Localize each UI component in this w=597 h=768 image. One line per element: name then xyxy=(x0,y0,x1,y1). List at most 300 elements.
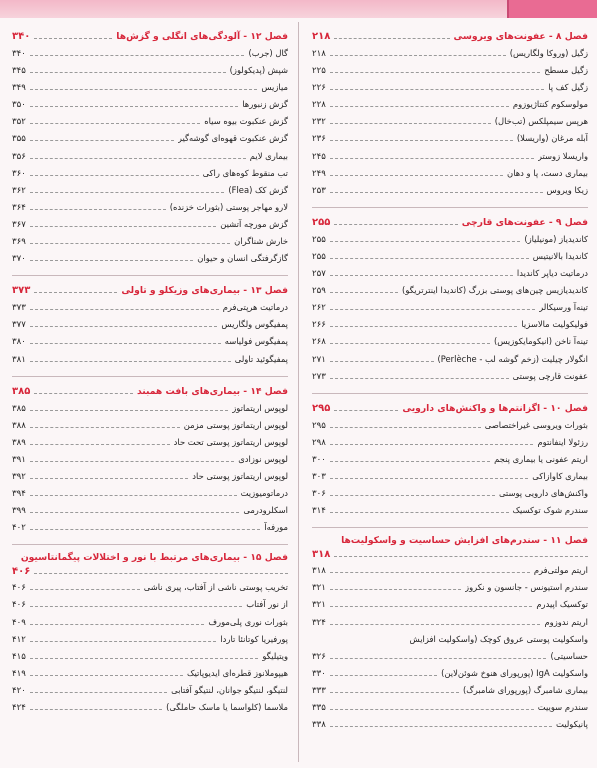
chapter-block xyxy=(312,214,588,385)
toc-entry-title: درماتومیوزیت xyxy=(240,488,288,499)
toc-entry[interactable] xyxy=(12,62,288,79)
dot-leader xyxy=(30,692,167,693)
toc-entry-page-number: ۲۵۳ xyxy=(312,185,326,196)
dot-leader xyxy=(30,55,245,56)
toc-entry[interactable] xyxy=(12,614,288,631)
toc-entry-page-number: ۳۹۱ xyxy=(12,454,26,465)
dot-leader xyxy=(330,343,490,344)
chapter-page-number: ۲۱۸ xyxy=(312,31,331,42)
dot-leader xyxy=(30,461,234,462)
toc-entry[interactable] xyxy=(312,434,588,451)
toc-entry-page-number: ۲۲۶ xyxy=(312,83,326,94)
dot-leader xyxy=(30,589,140,590)
toc-entry[interactable] xyxy=(312,282,588,299)
dot-leader xyxy=(30,140,174,141)
dot-leader xyxy=(330,258,529,259)
toc-entry-page-number: ۳۳۸ xyxy=(312,720,326,731)
toc-entry-title: حساسیتی) xyxy=(550,650,588,661)
column-divider xyxy=(298,22,299,762)
dot-leader xyxy=(334,38,449,39)
chapter-heading[interactable] xyxy=(12,383,288,400)
toc-entry-title: زگیل کف پا xyxy=(548,82,588,93)
dot-leader xyxy=(330,512,509,513)
toc-entry[interactable] xyxy=(312,417,588,434)
toc-entry[interactable] xyxy=(312,248,588,265)
toc-entry-title: گال (جرب) xyxy=(248,48,288,58)
dot-leader xyxy=(330,72,540,73)
chapter-block xyxy=(12,282,288,367)
dot-leader xyxy=(330,140,513,141)
toc-entry-page-number: ۴۰۹ xyxy=(12,617,26,628)
dot-leader xyxy=(30,624,204,625)
toc-entry-page-number: ۳۱۴ xyxy=(312,506,326,517)
toc-entry[interactable] xyxy=(312,648,588,665)
toc-entry[interactable] xyxy=(312,368,588,385)
dot-leader xyxy=(30,427,180,428)
dot-leader xyxy=(330,158,534,159)
chapter-separator xyxy=(12,275,288,276)
toc-entry-title: میازیس xyxy=(261,82,288,93)
toc-entry-title: پمفیگوئید تاولی xyxy=(234,353,288,364)
toc-entry[interactable] xyxy=(12,351,288,368)
chapter-heading[interactable] xyxy=(12,282,288,299)
dot-leader xyxy=(330,606,533,607)
toc-entry[interactable] xyxy=(12,333,288,350)
dot-leader xyxy=(30,226,216,227)
dot-leader xyxy=(330,495,495,496)
dot-leader xyxy=(330,55,506,56)
toc-entry-title: از نور آفتاب xyxy=(246,599,288,610)
chapter-separator xyxy=(312,527,588,528)
chapter-title: فصل ۱۳ - بیماری‌های وزیکلو و تاولی xyxy=(121,285,288,297)
dot-leader xyxy=(334,556,588,557)
toc-entry-page-number: ۲۹۸ xyxy=(312,437,326,448)
toc-right-column xyxy=(312,28,588,733)
dot-leader xyxy=(34,573,288,574)
toc-entry-page-number: ۳۸۸ xyxy=(12,420,26,431)
toc-entry-title: پانیکولیت xyxy=(556,719,588,730)
toc-entry-title: رزئولا اینفانتوم xyxy=(537,436,588,447)
toc-entry-title: گزش عنکبوت بیوه سیاه xyxy=(204,116,288,127)
toc-entry[interactable] xyxy=(12,596,288,613)
dot-leader xyxy=(330,478,528,479)
toc-entry-page-number: ۲۲۵ xyxy=(312,66,326,77)
toc-entry-title: لوپوس نوزادی xyxy=(238,453,288,464)
toc-entry-page-number: ۲۲۸ xyxy=(312,100,326,111)
dot-leader xyxy=(30,478,188,479)
toc-entry[interactable] xyxy=(12,434,288,451)
dot-leader xyxy=(30,512,239,513)
toc-entry-title: هرپس سیمپلکس (تب‌خال) xyxy=(494,116,588,127)
dot-leader xyxy=(330,658,547,659)
dot-leader xyxy=(330,692,459,693)
toc-entry[interactable] xyxy=(312,614,588,631)
toc-entry-page-number: ۲۶۶ xyxy=(312,320,326,331)
chapter-page-number: ۳۸۵ xyxy=(12,385,31,397)
toc-entry-title: عفونت قارچی پوستی xyxy=(512,370,588,381)
toc-entry[interactable] xyxy=(12,682,288,699)
toc-entry-title: فولیکولیت مالاسزیا xyxy=(521,319,588,330)
toc-entry[interactable] xyxy=(12,96,288,113)
toc-entry[interactable] xyxy=(312,333,588,350)
toc-entry[interactable] xyxy=(312,231,588,248)
chapter-page-line xyxy=(12,565,288,579)
toc-entry[interactable] xyxy=(312,182,588,199)
dot-leader xyxy=(334,410,398,411)
dot-leader xyxy=(30,175,199,176)
dot-leader xyxy=(330,241,520,242)
toc-entry-page-number: ۳۳۰ xyxy=(312,668,326,679)
dot-leader xyxy=(330,709,534,710)
dot-leader xyxy=(330,427,481,428)
dot-leader xyxy=(30,410,228,411)
dot-leader xyxy=(30,658,258,659)
dot-leader xyxy=(30,260,193,261)
toc-entry[interactable] xyxy=(12,400,288,417)
chapter-title: فصل ۸ - عفونت‌های ویروسی xyxy=(453,31,588,42)
toc-entry-page-number: ۳۶۹ xyxy=(12,237,26,248)
toc-entry-page-number: ۳۹۴ xyxy=(12,489,26,500)
toc-entry-title: زگیل (وروکا ولگاریس) xyxy=(509,48,588,58)
toc-entry-title: تخریب پوستی ناشی از آفتاب، پیری ناشی xyxy=(143,582,288,593)
toc-entry-title: انگولار چیلیت (زخم گوشه لب - Perlèche) xyxy=(437,353,588,364)
dot-leader xyxy=(30,675,183,676)
toc-entry-page-number: ۲۵۷ xyxy=(312,269,326,280)
dot-leader xyxy=(30,123,200,124)
toc-entry[interactable] xyxy=(312,682,588,699)
toc-entry[interactable] xyxy=(312,148,588,165)
toc-entry-title: لارو مهاجر پوستی (بثورات خزنده) xyxy=(169,201,288,212)
toc-entry-page-number: ۴۱۵ xyxy=(12,651,26,662)
dot-leader xyxy=(30,106,238,107)
dot-leader xyxy=(330,361,434,362)
toc-entry-title: واسکولیت IgA (پورپورای هنوخ شوئن‌لاین) xyxy=(441,667,588,678)
toc-entry[interactable] xyxy=(312,96,588,113)
chapter-heading[interactable] xyxy=(12,28,288,45)
dot-leader xyxy=(330,378,509,379)
toc-entry[interactable] xyxy=(312,79,588,96)
toc-entry[interactable] xyxy=(12,417,288,434)
toc-entry-page-number: ۳۱۸ xyxy=(312,566,326,577)
dot-leader xyxy=(330,444,534,445)
dot-leader xyxy=(330,275,513,276)
toc-entry[interactable] xyxy=(312,579,588,596)
toc-entry-title: اسکلرودرمی xyxy=(243,505,288,516)
toc-entry-page-number: ۴۲۰ xyxy=(12,685,26,696)
toc-entry-page-number: ۲۳۲ xyxy=(312,117,326,128)
toc-entry-page-number: ۴۰۶ xyxy=(12,600,26,611)
toc-entry[interactable] xyxy=(312,62,588,79)
dot-leader xyxy=(30,326,218,327)
toc-entry-title: شپش (پدیکولوز) xyxy=(229,65,288,76)
dot-leader xyxy=(30,606,242,607)
dot-leader xyxy=(330,123,491,124)
toc-entry[interactable] xyxy=(312,45,588,62)
chapter-page-number: ۴۰۶ xyxy=(12,566,31,578)
toc-entry-page-number: ۴۲۴ xyxy=(12,703,26,713)
dot-leader xyxy=(330,309,535,310)
dot-leader xyxy=(30,89,258,90)
dot-leader xyxy=(30,361,231,362)
dot-leader xyxy=(330,192,543,193)
chapter-title: فصل ۱۲ - آلودگی‌های انگلی و گزش‌ها xyxy=(116,31,288,42)
toc-entry-title: لوپوس اریتماتوز پوستی حاد xyxy=(192,470,288,481)
toc-entry-title: بیماری دست، پا و دهان xyxy=(507,167,588,178)
chapter-separator xyxy=(312,207,588,208)
chapter-heading[interactable] xyxy=(312,28,588,45)
dot-leader xyxy=(30,72,226,73)
chapter-page-line xyxy=(312,548,588,562)
toc-entry-page-number: ۳۰۰ xyxy=(312,454,326,465)
chapter-heading[interactable] xyxy=(12,551,288,579)
toc-entry-page-number: ۲۵۵ xyxy=(312,234,326,245)
toc-entry-title: واسکولیت پوستی عروق کوچک (واسکولیت افزایش xyxy=(409,633,588,644)
dot-leader xyxy=(30,243,230,244)
toc-entry-page-number: ۳۲۱ xyxy=(312,600,326,611)
chapter-block xyxy=(312,400,588,520)
toc-entry[interactable] xyxy=(12,648,288,665)
dot-leader xyxy=(330,89,544,90)
toc-entry-title: واکنش‌های دارویی پوستی xyxy=(498,488,588,499)
toc-entry-page-number: ۳۷۷ xyxy=(12,320,26,331)
dot-leader xyxy=(30,192,225,193)
chapter-title: فصل ۱۵ - بیماری‌های مرتبط با نور و اختلالات پیگمانتاسیون xyxy=(20,552,288,564)
toc-entry-title: گزش عنکبوت قهوه‌ای گوشه‌گیر xyxy=(177,133,288,144)
dot-leader xyxy=(330,726,552,727)
toc-entry[interactable] xyxy=(312,699,588,716)
toc-entry-page-number: ۳۲۶ xyxy=(312,651,326,662)
dot-leader xyxy=(30,529,260,530)
toc-entry-title: بثورات ویروسی غیراختصاصی xyxy=(484,419,588,430)
toc-entry-page-number: ۳۷۳ xyxy=(12,303,26,314)
toc-entry-title: بیماری کاوازاکی xyxy=(532,470,588,481)
toc-entry[interactable] xyxy=(312,130,588,147)
chapter-page-number: ۳۴۰ xyxy=(12,31,31,42)
toc-entry[interactable] xyxy=(12,631,288,648)
dot-leader xyxy=(30,309,219,310)
toc-entry-page-number: ۲۶۸ xyxy=(312,337,326,348)
toc-entry-page-number: ۲۳۶ xyxy=(312,134,326,145)
toc-entry-page-number: ۲۵۹ xyxy=(312,286,326,297)
toc-entry-title: اریتم ندوزوم xyxy=(544,616,588,627)
dot-leader xyxy=(30,343,221,344)
toc-entry[interactable] xyxy=(12,485,288,502)
toc-entry[interactable] xyxy=(312,451,588,468)
toc-entry[interactable] xyxy=(12,79,288,96)
toc-entry-title: سندرم شوک توکسیک xyxy=(512,505,588,516)
toc-entry-page-number: ۳۳۳ xyxy=(312,685,326,696)
toc-entry-page-number: ۳۴۰ xyxy=(12,49,26,59)
toc-entry-title: کاندیدیازیس چین‌های پوستی بزرگ (کاندیدا اینترتریگو) xyxy=(402,285,588,296)
toc-entry-title: سندرم سوییت xyxy=(537,702,588,712)
dot-leader xyxy=(30,209,166,210)
toc-entry[interactable] xyxy=(312,265,588,282)
dot-leader xyxy=(34,38,112,39)
toc-entry[interactable] xyxy=(312,299,588,316)
chapter-title: فصل ۹ - عفونت‌های قارچی xyxy=(461,216,588,228)
toc-entry-page-number: ۲۱۸ xyxy=(312,49,326,59)
dot-leader xyxy=(30,158,246,159)
toc-entry-page-number: ۲۹۵ xyxy=(312,420,326,431)
toc-entry-page-number: ۲۶۲ xyxy=(312,303,326,314)
toc-entry[interactable] xyxy=(12,148,288,165)
dot-leader xyxy=(330,106,509,107)
toc-entry-title: تینه‌آ ورسیکالر xyxy=(539,302,588,313)
toc-entry[interactable] xyxy=(12,451,288,468)
toc-entry-page-number: ۲۵۵ xyxy=(312,251,326,262)
toc-entry[interactable] xyxy=(312,316,588,333)
toc-entry[interactable] xyxy=(12,665,288,682)
chapter-separator xyxy=(12,376,288,377)
chapter-heading[interactable] xyxy=(312,534,588,562)
toc-entry-page-number: ۳۸۱ xyxy=(12,354,26,365)
toc-entry[interactable] xyxy=(12,468,288,485)
toc-entry-page-number: ۳۵۵ xyxy=(12,134,26,145)
dot-leader xyxy=(330,292,398,293)
toc-entry-page-number: ۴۰۶ xyxy=(12,583,26,594)
chapter-block xyxy=(12,28,288,267)
toc-entry[interactable] xyxy=(312,165,588,182)
toc-entry-title: تب منقوط کوه‌های راکی xyxy=(202,167,288,178)
toc-entry[interactable] xyxy=(312,562,588,579)
dot-leader xyxy=(330,624,541,625)
toc-entry-page-number: ۳۹۹ xyxy=(12,506,26,517)
toc-entry-page-number: ۳۶۰ xyxy=(12,168,26,179)
toc-entry-title: لنتیگو، لنتیگو جوانان، لنتیگو آفتابی xyxy=(171,684,288,695)
toc-entry-page-number: ۳۵۶ xyxy=(12,151,26,162)
dot-leader xyxy=(30,495,237,496)
toc-entry[interactable] xyxy=(12,699,288,716)
toc-entry-title: گزش زنبورها xyxy=(242,99,288,110)
toc-entry-title: بیماری شامبرگ (پورپورای شامبرگ) xyxy=(462,684,588,695)
chapter-title: فصل ۱۴ - بیماری‌های بافت همبند xyxy=(136,385,288,397)
top-header-tab xyxy=(507,0,597,18)
toc-entry-title: بیماری لایم xyxy=(249,150,288,161)
toc-entry-page-number: ۲۴۵ xyxy=(312,151,326,162)
toc-entry-title: زگیل مسطح xyxy=(544,65,588,76)
toc-entry[interactable] xyxy=(12,316,288,333)
dot-leader xyxy=(330,461,490,462)
toc-entry-title: واریسلا زوستر xyxy=(537,150,588,161)
toc-entry[interactable] xyxy=(12,579,288,596)
toc-entry-title: درماتیت دیاپر کاندیدا xyxy=(516,268,588,279)
toc-entry[interactable] xyxy=(12,199,288,216)
toc-entry[interactable] xyxy=(312,596,588,613)
chapter-page-number: ۳۷۳ xyxy=(12,285,31,297)
toc-entry-page-number: ۳۲۴ xyxy=(312,617,326,628)
chapter-block xyxy=(12,551,288,716)
toc-entry-page-number: ۳۵۲ xyxy=(12,117,26,128)
toc-entry-title: کاندیدا بالانیتیس xyxy=(532,250,588,261)
toc-entry-title: سندرم استیونس - جانسون و نکروز xyxy=(465,582,588,593)
toc-entry[interactable] xyxy=(12,519,288,536)
dot-leader xyxy=(330,589,461,590)
toc-entry-title: پمفیگوس ولگاریس xyxy=(221,319,288,330)
chapter-block xyxy=(312,28,588,199)
toc-entry-title: آبله مرغان (واریسلا) xyxy=(516,133,588,144)
chapter-block xyxy=(312,534,588,733)
top-header-band xyxy=(0,0,597,18)
toc-entry[interactable] xyxy=(312,502,588,519)
toc-entry-title: تینه‌آ ناخن (انیکومایکوزیس) xyxy=(493,336,588,347)
chapter-title: فصل ۱۰ - اگزانتم‌ها و واکنش‌های دارویی xyxy=(402,402,588,414)
chapter-page-number: ۲۹۵ xyxy=(312,402,331,414)
toc-entry[interactable] xyxy=(12,130,288,147)
dot-leader xyxy=(34,393,133,394)
toc-entry[interactable] xyxy=(12,250,288,267)
toc-entry-page-number: ۳۲۱ xyxy=(312,583,326,594)
dot-leader xyxy=(330,572,530,573)
toc-entry-title: لوپوس اریتماتوز پوستی مزمن xyxy=(183,419,288,430)
toc-entry-title: درماتیت هرپتی‌فرم xyxy=(222,302,288,313)
toc-entry[interactable] xyxy=(12,233,288,250)
toc-entry-page-number: ۴۱۹ xyxy=(12,668,26,679)
toc-entry-title: گازگرفتگی انسان و حیوان xyxy=(197,253,288,264)
toc-entry-title: پورفیریا کوتانئا تاردا xyxy=(220,633,288,644)
toc-entry[interactable] xyxy=(312,665,588,682)
toc-entry[interactable] xyxy=(12,113,288,130)
dot-leader xyxy=(330,675,437,676)
toc-entry-page-number: ۳۶۴ xyxy=(12,202,26,213)
toc-entry[interactable] xyxy=(12,165,288,182)
toc-left-column xyxy=(12,28,288,716)
toc-entry-page-number: ۴۱۲ xyxy=(12,634,26,645)
toc-entry-page-number: ۳۴۹ xyxy=(12,83,26,94)
toc-entry[interactable] xyxy=(12,502,288,519)
toc-entry-page-number: ۴۰۲ xyxy=(12,523,26,534)
toc-entry-page-number: ۳۴۵ xyxy=(12,66,26,77)
chapter-title: فصل ۱۱ - سندرم‌های افزایش حساسیت و واسکولیت‌ها xyxy=(341,535,588,547)
toc-entry[interactable] xyxy=(312,631,588,648)
toc-entry-title: توکسیک اپیدرم xyxy=(536,599,588,610)
dot-leader xyxy=(30,444,170,445)
toc-entry-title: لوپوس اریتماتوز پوستی تحت حاد xyxy=(173,436,288,447)
toc-entry[interactable] xyxy=(312,351,588,368)
toc-entry-title: گزش مورچه آتشین xyxy=(220,218,288,229)
toc-entry[interactable] xyxy=(12,182,288,199)
dot-leader xyxy=(30,709,162,710)
toc-entry[interactable] xyxy=(312,485,588,502)
toc-entry-page-number: ۳۳۵ xyxy=(312,703,326,713)
toc-entry-page-number: ۳۶۲ xyxy=(12,185,26,196)
toc-entry[interactable] xyxy=(12,45,288,62)
toc-entry[interactable] xyxy=(312,468,588,485)
chapter-separator xyxy=(312,393,588,394)
toc-entry-page-number: ۳۹۲ xyxy=(12,471,26,482)
toc-entry-page-number: ۳۸۵ xyxy=(12,403,26,414)
chapter-heading[interactable] xyxy=(312,400,588,417)
toc-entry-title: مولوسکوم کنتاژیوزوم xyxy=(512,99,588,110)
toc-entry[interactable] xyxy=(12,299,288,316)
toc-entry-title: زیکا ویروس xyxy=(546,184,588,195)
toc-entry-page-number: ۳۸۹ xyxy=(12,437,26,448)
toc-entry[interactable] xyxy=(312,113,588,130)
toc-entry-page-number: ۳۰۳ xyxy=(312,471,326,482)
toc-entry-page-number: ۳۷۰ xyxy=(12,254,26,265)
chapter-page-number: ۲۵۵ xyxy=(312,216,331,228)
chapter-heading[interactable] xyxy=(312,214,588,231)
dot-leader xyxy=(30,641,216,642)
toc-entry[interactable] xyxy=(12,216,288,233)
dot-leader xyxy=(334,224,457,225)
toc-entry[interactable] xyxy=(312,716,588,733)
toc-entry-title: اریتم مولتی‌فرم xyxy=(533,565,588,576)
toc-entry-page-number: ۳۵۰ xyxy=(12,100,26,111)
toc-entry-page-number: ۲۷۳ xyxy=(312,371,326,382)
toc-entry-title: هیپوملانوز قطره‌ای ایدیوپاتیک xyxy=(186,667,288,678)
dot-leader xyxy=(34,292,117,293)
toc-entry-page-number: ۳۶۷ xyxy=(12,219,26,230)
